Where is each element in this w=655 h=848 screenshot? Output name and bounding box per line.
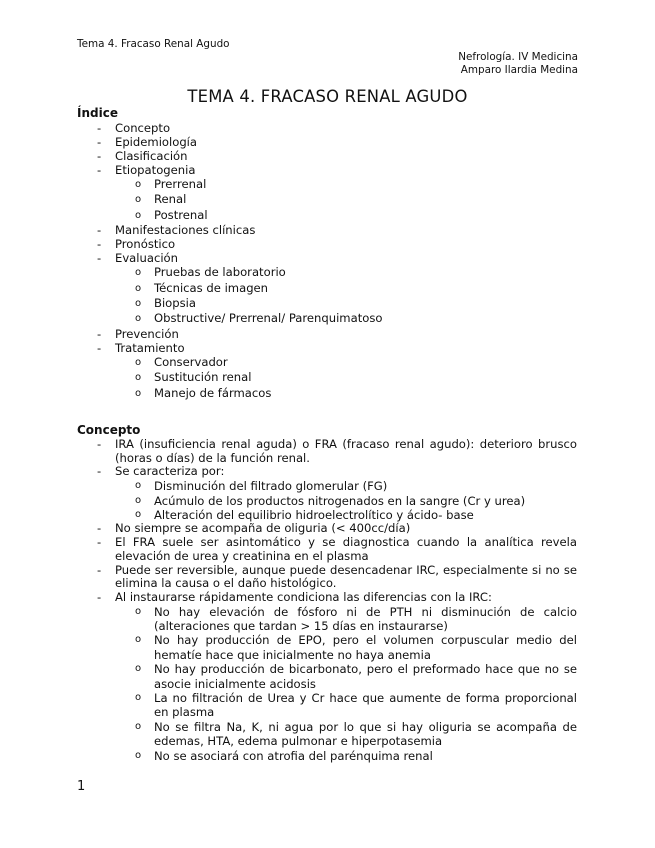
sub-list-item — [77, 311, 577, 326]
dash-bullet: - — [97, 135, 102, 149]
list-item — [77, 522, 577, 536]
circle-bullet: o — [135, 267, 142, 279]
index-heading: Índice — [77, 106, 118, 120]
course-line: Nefrología. IV Medicina — [458, 51, 578, 63]
dash-bullet: - — [97, 340, 102, 355]
sub-list-item — [77, 633, 577, 662]
list-item — [77, 237, 577, 251]
list-item — [77, 327, 577, 341]
sub-list-item-text: Renal — [154, 192, 187, 207]
sub-list — [115, 265, 577, 327]
index-list — [77, 121, 577, 401]
list-item — [77, 121, 577, 135]
circle-bullet: o — [135, 209, 142, 221]
sub-list-item — [77, 691, 577, 720]
document-body — [77, 106, 577, 763]
sub-list-item — [77, 386, 577, 401]
index-section — [77, 106, 577, 401]
list-item — [77, 135, 577, 149]
dash-bullet: - — [97, 121, 102, 135]
sub-list-item-text: Disminución del filtrado glomerular (FG) — [154, 479, 388, 494]
sub-list — [115, 355, 577, 401]
circle-bullet: o — [135, 387, 142, 399]
list-item-text: Tratamiento — [115, 340, 185, 355]
running-header: Tema 4. Fracaso Renal Agudo — [77, 38, 230, 50]
circle-bullet: o — [135, 313, 142, 325]
author-line: Amparo Ilardia Medina — [460, 64, 578, 76]
sub-list-item-text: Prerrenal — [154, 177, 207, 191]
list-item-text: Al instaurarse rápidamente condiciona las diferencias con la IRC: — [115, 589, 492, 604]
sub-list-item-text: Técnicas de imagen — [154, 280, 269, 295]
sub-list-item-text: Conservador — [154, 354, 228, 369]
sub-list-item-text: Postrenal — [154, 207, 208, 222]
sub-list-item — [77, 177, 577, 192]
circle-bullet: o — [135, 194, 142, 206]
list-item-text: Evaluación — [115, 251, 179, 266]
sub-list-item — [77, 662, 577, 691]
list-item-text: Pronóstico — [115, 237, 176, 252]
circle-bullet: o — [135, 605, 142, 617]
author-block — [458, 51, 578, 77]
sub-list-item-text: No hay elevación de fósforo ni de PTH ni disminución de calcio (alteraciones que tardan > 15 días en instaurarse) — [154, 604, 577, 634]
list-item-text: IRA (insuficiencia renal aguda) o FRA (fracaso renal agudo): deterioro brusco (horas o días) de la función renal. — [115, 437, 577, 465]
list-item — [77, 438, 577, 465]
list-item — [77, 564, 577, 591]
sub-list-item-text: Biopsia — [154, 296, 196, 311]
circle-bullet: o — [135, 494, 142, 506]
concepto-list — [77, 438, 577, 763]
sub-list-item-text: No hay producción de EPO, pero el volumen corpuscular medio del hematíe hace que inicialmente no haya anemia — [154, 633, 577, 662]
circle-bullet: o — [135, 179, 142, 190]
dash-bullet: - — [97, 535, 102, 550]
sub-list-item-text: Manejo de fármacos — [154, 385, 272, 400]
circle-bullet: o — [135, 282, 142, 294]
list-item-text: Prevención — [115, 326, 179, 341]
sub-list-item — [77, 479, 577, 493]
list-item — [77, 341, 577, 401]
dash-bullet: - — [97, 437, 102, 452]
list-item — [77, 223, 577, 237]
dash-bullet: - — [97, 326, 102, 341]
list-item — [77, 591, 577, 763]
circle-bullet: o — [135, 663, 142, 675]
list-item-text: Manifestaciones clínicas — [115, 223, 256, 238]
dash-bullet: - — [97, 589, 102, 604]
list-item-text: Se caracteriza por: — [115, 464, 225, 479]
list-item — [77, 163, 577, 223]
list-item — [77, 465, 577, 522]
circle-bullet: o — [135, 298, 142, 310]
circle-bullet: o — [135, 372, 142, 384]
list-item-text: Concepto — [115, 121, 171, 135]
circle-bullet: o — [135, 720, 142, 732]
sub-list — [115, 479, 577, 522]
sub-list-item-text: Obstructive/ Prerrenal/ Parenquimatoso — [154, 311, 383, 326]
sub-list-item — [77, 265, 577, 280]
dash-bullet: - — [97, 464, 102, 479]
sub-list-item-text: Acúmulo de los productos nitrogenados en la sangre (Cr y urea) — [154, 493, 526, 508]
concepto-section — [77, 423, 577, 763]
sub-list-item-text: Sustitución renal — [154, 370, 252, 385]
list-item-text: No siempre se acompaña de oliguria (< 400cc/día) — [115, 521, 411, 536]
sub-list-item-text: Alteración del equilibrio hidroelectrolítico y ácido- base — [154, 507, 474, 522]
list-item — [77, 251, 577, 327]
circle-bullet: o — [135, 508, 142, 520]
page-title: TEMA 4. FRACASO RENAL AGUDO — [187, 87, 468, 106]
sub-list-item — [77, 296, 577, 311]
sub-list — [115, 177, 577, 223]
sub-list-item — [77, 720, 577, 749]
dash-bullet: - — [97, 237, 102, 252]
list-item-text: El FRA suele ser asintomático y se diagnostica cuando la analítica revela elevación de urea y creatinina en el plasma — [115, 535, 577, 563]
sub-list — [115, 605, 577, 763]
list-item — [77, 149, 577, 163]
dash-bullet: - — [97, 163, 102, 177]
list-item-text: Epidemiología — [115, 135, 198, 149]
list-item-text: Puede ser reversible, aunque puede desencadenar IRC, especialmente si no se elimina la causa o el daño histológico. — [115, 562, 577, 591]
sub-list-item — [77, 494, 577, 508]
sub-list-item — [77, 208, 577, 223]
sub-list-item-text: Pruebas de laboratorio — [154, 265, 286, 280]
circle-bullet: o — [135, 749, 142, 761]
dash-bullet: - — [97, 223, 102, 238]
sub-list-item — [77, 605, 577, 634]
sub-list-item-text: La no filtración de Urea y Cr hace que aumente de forma proporcional en plasma — [154, 691, 577, 720]
list-item-text: Etiopatogenia — [115, 163, 196, 177]
sub-list-item — [77, 355, 577, 370]
sub-list-item-text: No se asociará con atrofia del parénquima renal — [154, 748, 433, 763]
sub-list-item — [77, 281, 577, 296]
circle-bullet: o — [135, 480, 142, 492]
sub-list-item — [77, 508, 577, 522]
dash-bullet: - — [97, 149, 102, 163]
list-item — [77, 536, 577, 563]
list-item-text: Clasificación — [115, 149, 188, 163]
dash-bullet: - — [97, 562, 102, 577]
sub-list-item — [77, 192, 577, 207]
circle-bullet: o — [135, 634, 142, 646]
page-number: 1 — [77, 779, 86, 794]
dash-bullet: - — [97, 521, 102, 536]
circle-bullet: o — [135, 692, 142, 704]
circle-bullet: o — [135, 356, 142, 368]
sub-list-item — [77, 749, 577, 763]
sub-list-item — [77, 370, 577, 385]
sub-list-item-text: No hay producción de bicarbonato, pero el preformado hace que no se asocie inicialmente acidosis — [154, 662, 577, 691]
concepto-heading: Concepto — [77, 423, 141, 438]
dash-bullet: - — [97, 251, 102, 266]
sub-list-item-text: No se filtra Na, K, ni agua por lo que si hay oliguria se acompaña de edemas, HTA, edema pulmonar e hiperpotasemia — [154, 719, 577, 749]
